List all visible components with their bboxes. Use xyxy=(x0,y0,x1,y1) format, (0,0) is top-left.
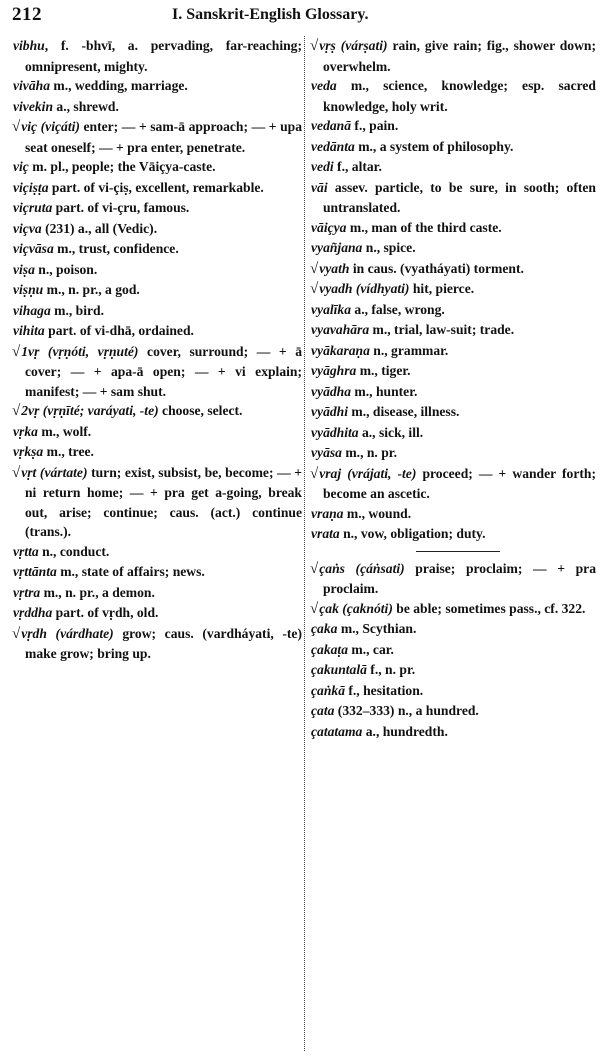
entry-definition: n., conduct. xyxy=(38,543,110,559)
glossary-entry xyxy=(310,76,596,116)
glossary-entry xyxy=(12,401,302,422)
glossary-entry xyxy=(310,300,596,321)
entry-headword: vyath xyxy=(319,260,350,276)
glossary-entry xyxy=(310,320,596,341)
glossary-entry xyxy=(310,259,596,280)
glossary-entry xyxy=(310,681,596,702)
entry-definition: m., trust, confidence. xyxy=(53,241,179,256)
entry-definition: m., science, knowledge; esp. sacred knowledge, holy writ. xyxy=(323,78,596,114)
root-sign-icon: √ xyxy=(310,260,319,277)
entry-headword: vivāha xyxy=(13,78,50,93)
glossary-entry xyxy=(12,301,302,322)
glossary-entry xyxy=(310,423,596,444)
entry-definition: n., grammar. xyxy=(369,342,449,358)
entry-definition: f., hesitation. xyxy=(344,682,424,698)
glossary-entry xyxy=(310,599,596,620)
entry-headword: vraj (vrájati, -te) xyxy=(319,465,417,481)
entry-headword: çatatama xyxy=(311,723,363,739)
entry-headword: vṛtra xyxy=(13,584,41,600)
glossary-entry xyxy=(310,443,596,464)
entry-headword: çata xyxy=(311,703,335,718)
entry-headword: vyādhi xyxy=(311,404,348,419)
entry-headword: vṛṣ (várṣati) xyxy=(319,38,388,53)
glossary-entry xyxy=(310,157,596,178)
entry-headword: çaṅs (çáṅsati) xyxy=(319,560,405,576)
entry-definition: m., trial, law-suit; trade. xyxy=(369,322,515,337)
entry-definition: m., a system of philosophy. xyxy=(354,138,514,154)
glossary-entry xyxy=(310,218,596,239)
left-column xyxy=(12,36,302,664)
entry-headword: viç xyxy=(13,159,29,174)
entry-headword: vedānta xyxy=(311,138,355,154)
entry-definition: (332–333) n., a hundred. xyxy=(334,703,479,718)
entry-definition: m., bird. xyxy=(50,302,105,318)
glossary-entry xyxy=(310,504,596,525)
entry-definition: m., wedding, marriage. xyxy=(50,78,188,93)
entry-definition: n., poison. xyxy=(34,261,98,277)
entry-definition: m., wound. xyxy=(343,505,412,521)
root-sign-icon: √ xyxy=(310,560,319,577)
entry-definition: in caus. (vyatháyati) torment. xyxy=(349,260,524,276)
entry-headword: vyādha xyxy=(311,383,352,399)
glossary-entry xyxy=(12,603,302,624)
root-sign-icon: √ xyxy=(12,343,21,360)
entry-headword: viṣa xyxy=(13,261,35,277)
entry-definition: m., n. pr., a demon. xyxy=(40,584,155,600)
entry-headword: viçruta xyxy=(13,200,53,215)
entry-headword: vivekin xyxy=(13,98,54,114)
page-header xyxy=(12,4,597,32)
entry-definition: m., state of affairs; news. xyxy=(56,564,205,579)
entry-definition: part. of vi-çru, famous. xyxy=(52,200,190,215)
entry-headword: vibhu xyxy=(13,38,45,53)
root-sign-icon: √ xyxy=(310,465,319,482)
entry-definition: m., wolf. xyxy=(37,423,92,439)
glossary-entry xyxy=(310,279,596,300)
glossary-entry xyxy=(12,583,302,604)
entry-definition: grow; caus. (vardháyati, -te) make grow; bring up. xyxy=(25,625,302,661)
entry-definition: a., sick, ill. xyxy=(358,424,424,440)
entry-definition: part. of vṛdh, old. xyxy=(52,605,159,620)
root-sign-icon: √ xyxy=(12,119,21,135)
glossary-entry xyxy=(12,321,302,342)
glossary-entry xyxy=(12,117,302,157)
glossary-entry xyxy=(310,178,596,218)
glossary-entry xyxy=(310,619,596,640)
entry-definition: m., hunter. xyxy=(351,383,418,399)
entry-definition: (231) a., all (Vedic). xyxy=(41,220,158,236)
entry-definition: part. of vi-çiṣ, excellent, remarkable. xyxy=(48,179,264,195)
glossary-entry xyxy=(310,660,596,681)
glossary-entry xyxy=(12,36,302,76)
entry-headword: vyāghra xyxy=(311,363,357,378)
root-sign-icon: √ xyxy=(12,625,21,642)
entry-definition: m., tiger. xyxy=(356,363,411,378)
entry-definition: be able; sometimes pass., cf. 322. xyxy=(392,600,586,616)
right-column xyxy=(310,36,596,742)
section-rule xyxy=(310,545,596,559)
entry-headword: vyādhita xyxy=(311,424,359,440)
entry-headword: vihita xyxy=(13,323,45,338)
entry-headword: çaṅkā xyxy=(311,682,345,698)
entry-definition: f., n. pr. xyxy=(366,662,416,677)
entry-headword: viç (viçáti) xyxy=(21,119,80,134)
entry-definition: enter; — + sam-ā approach; — + upa seat oneself; — + pra enter, penetrate. xyxy=(25,119,302,155)
entry-headword: vāiçya xyxy=(311,219,347,235)
entry-headword: 2vṛ (vṛṇīté; varáyati, -te) xyxy=(21,403,159,418)
glossary-entry xyxy=(12,422,302,443)
entry-definition: f., pain. xyxy=(351,118,399,133)
glossary-entry xyxy=(12,219,302,240)
entry-headword: vraṇa xyxy=(311,505,344,521)
entry-headword: çaka xyxy=(311,621,338,636)
entry-headword: vrata xyxy=(311,526,340,541)
glossary-entry xyxy=(310,36,596,76)
entry-definition: assev. particle, to be sure, in sooth; often untranslated. xyxy=(323,179,596,215)
glossary-entry xyxy=(12,178,302,199)
entry-headword: çakaṭa xyxy=(311,641,348,657)
entry-headword: viçvāsa xyxy=(13,241,54,256)
entry-headword: veda xyxy=(311,78,337,93)
glossary-entry xyxy=(310,524,596,545)
entry-headword: vyāsa xyxy=(311,445,342,460)
root-sign-icon: √ xyxy=(12,464,21,481)
glossary-entry xyxy=(12,198,302,219)
entry-definition: f., altar. xyxy=(333,159,382,174)
entry-definition: n., vow, obligation; duty. xyxy=(339,526,486,541)
entry-headword: vyākaraṇa xyxy=(311,342,370,358)
entry-definition: m., Scythian. xyxy=(337,621,417,636)
entry-definition: praise; proclaim; — + pra proclaim. xyxy=(323,560,597,596)
column-divider xyxy=(304,36,305,1051)
entry-headword: viçva xyxy=(13,220,42,236)
glossary-entry xyxy=(12,463,302,542)
entry-definition: cover, surround; — + ā cover; — + apa-ā open; — + vi explain; manifest; — + sam shut. xyxy=(25,343,302,399)
entry-definition: m. pl., people; the Vāiçya-caste. xyxy=(28,159,216,174)
glossary-entry xyxy=(12,157,302,178)
glossary-entry xyxy=(310,382,596,403)
entry-headword: çak (çaknóti) xyxy=(319,600,393,616)
page-number: 212 xyxy=(12,4,42,25)
entry-definition: a., hundredth. xyxy=(362,723,448,739)
entry-headword: viçiṣṭa xyxy=(13,179,49,195)
entry-headword: vyadh (vídhyati) xyxy=(319,281,410,296)
glossary-entry xyxy=(12,76,302,97)
glossary-entry xyxy=(310,341,596,362)
entry-headword: vyañjana xyxy=(311,240,363,255)
entry-headword: vedanā xyxy=(311,118,352,133)
glossary-entry xyxy=(310,559,596,599)
glossary-entry xyxy=(12,562,302,583)
root-sign-icon: √ xyxy=(310,38,319,54)
glossary-entry xyxy=(310,464,596,504)
entry-definition: m., n. pr. xyxy=(341,445,397,460)
glossary-entry xyxy=(310,640,596,661)
glossary-entry xyxy=(12,260,302,281)
entry-definition: turn; exist, subsist, be, become; — + ni return home; — + pra get a-going, break out, arise; continue; caus. (act.) continue (trans.). xyxy=(25,464,303,539)
entry-headword: vedi xyxy=(311,159,334,174)
entry-definition: , f. -bhvī, a. pervading, far-reaching; omnipresent, mighty. xyxy=(25,38,302,74)
root-sign-icon: √ xyxy=(310,281,319,297)
entry-definition: a., shrewd. xyxy=(53,98,119,114)
entry-headword: çakuntalā xyxy=(311,662,367,677)
entry-definition: rain, give rain; fig., shower down; overwhelm. xyxy=(323,38,597,74)
glossary-entry xyxy=(12,239,302,260)
entry-definition: part. of vi-dhā, ordained. xyxy=(44,323,194,338)
entry-definition: n., spice. xyxy=(362,240,416,255)
entry-headword: vṛttānta xyxy=(13,564,57,579)
entry-headword: vihaga xyxy=(13,302,51,318)
entry-definition: m., n. pr., a god. xyxy=(43,282,140,297)
entry-headword: vṛdh (várdhate) xyxy=(21,625,114,641)
entry-headword: vṛddha xyxy=(13,605,53,620)
glossary-entry xyxy=(12,342,302,402)
glossary-entry xyxy=(12,97,302,118)
glossary-entry xyxy=(310,402,596,423)
entry-definition: m., car. xyxy=(348,641,394,657)
entry-headword: vṛka xyxy=(13,423,38,439)
entry-definition: proceed; — + wander forth; become an ascetic. xyxy=(323,465,596,501)
root-sign-icon: √ xyxy=(310,600,319,617)
root-sign-icon: √ xyxy=(12,403,21,419)
entry-headword: vyavahāra xyxy=(311,322,370,337)
entry-definition: choose, select. xyxy=(158,403,243,418)
glossary-entry xyxy=(310,238,596,259)
glossary-entry xyxy=(310,722,596,743)
entry-definition: m., disease, illness. xyxy=(348,404,460,419)
entry-headword: vṛkṣa xyxy=(13,444,44,459)
glossary-entry xyxy=(12,280,302,301)
entry-definition: a., false, wrong. xyxy=(351,301,445,317)
glossary-entry xyxy=(310,701,596,722)
running-title: I. Sanskrit-English Glossary. xyxy=(172,6,369,23)
entry-headword: vṛtta xyxy=(13,543,39,559)
glossary-entry xyxy=(310,137,596,158)
entry-headword: vṛt (vártate) xyxy=(21,464,88,480)
glossary-entry xyxy=(12,442,302,463)
glossary-entry xyxy=(12,624,302,664)
entry-definition: hit, pierce. xyxy=(409,281,475,296)
entry-definition: m., tree. xyxy=(43,444,94,459)
glossary-entry xyxy=(310,116,596,137)
entry-headword: 1vṛ (vṛṇóti, vṛṇuté) xyxy=(21,343,139,359)
entry-headword: vāi xyxy=(311,179,328,195)
entry-headword: viṣṇu xyxy=(13,282,44,297)
glossary-entry xyxy=(310,361,596,382)
entry-headword: vyalīka xyxy=(311,301,352,317)
entry-definition: m., man of the third caste. xyxy=(346,219,502,235)
glossary-entry xyxy=(12,542,302,563)
